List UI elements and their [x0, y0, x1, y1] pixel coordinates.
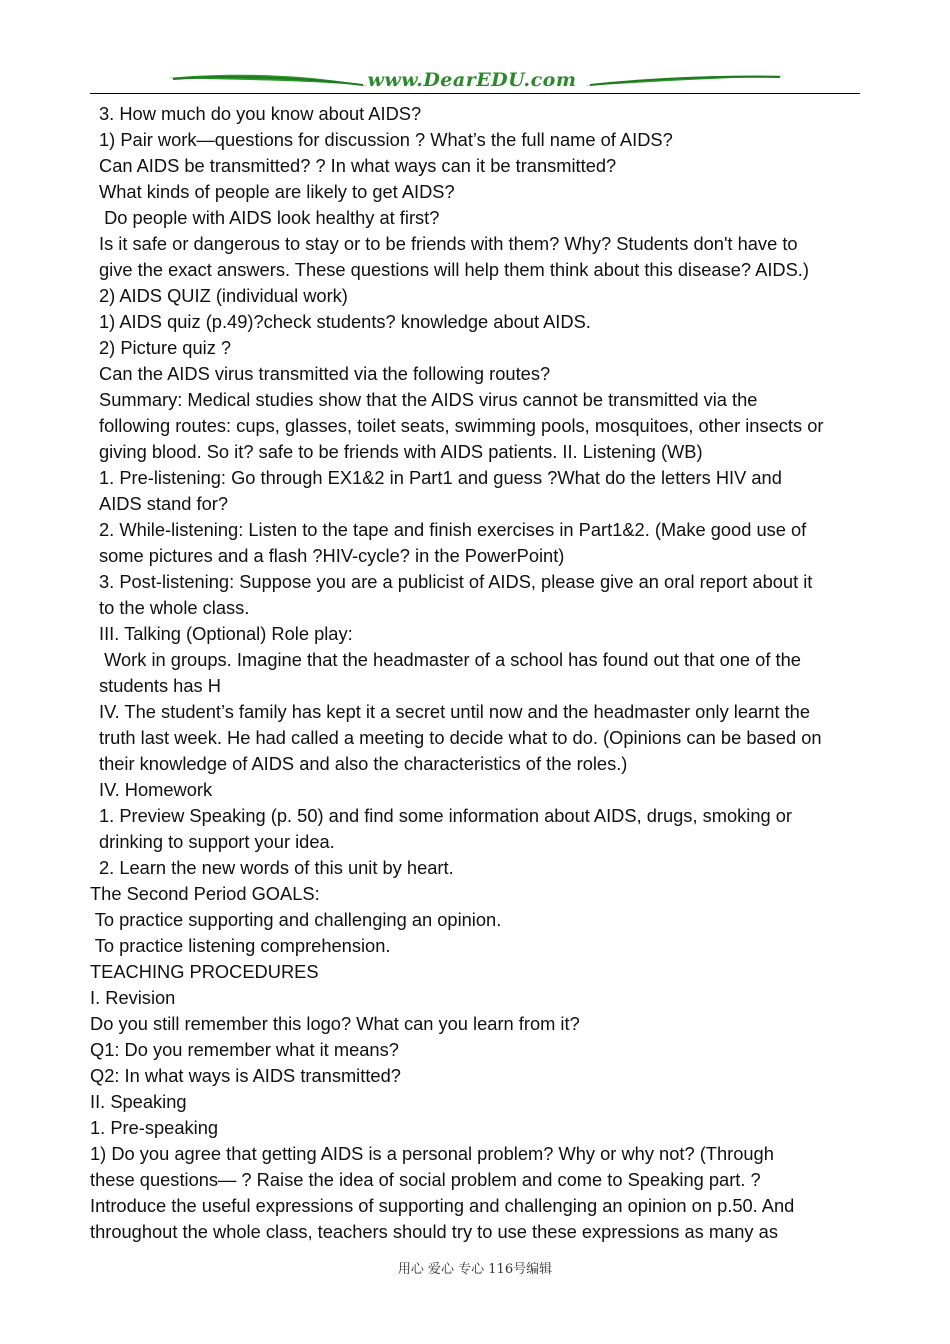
document-body — [90, 101, 870, 1245]
text-line: Work in groups. Imagine that the headmaster of a school has found out that one of the — [99, 649, 801, 670]
text-line: to the whole class. — [99, 597, 250, 618]
text-line: The Second Period GOALS: — [90, 883, 320, 904]
text-line: 1) Pair work—questions for discussion ? What’s the full name of AIDS? — [99, 129, 673, 150]
text-line: Q2: In what ways is AIDS transmitted? — [90, 1065, 401, 1086]
text-line: 1. Preview Speaking (p. 50) and find some information about AIDS, drugs, smoking or — [99, 805, 793, 826]
text-line: II. Speaking — [90, 1091, 187, 1112]
page-header — [90, 66, 860, 96]
text-line: Do people with AIDS look healthy at first? — [99, 207, 440, 228]
text-line: 2) AIDS QUIZ (individual work) — [99, 285, 348, 306]
text-line: truth last week. He had called a meeting to decide what to do. (Opinions can be based on — [99, 727, 822, 748]
text-line: following routes: cups, glasses, toilet seats, swimming pools, mosquitoes, other insects or — [99, 415, 824, 436]
text-line: their knowledge of AIDS and also the characteristics of the roles.) — [99, 753, 628, 774]
text-line: To practice listening comprehension. — [90, 935, 391, 956]
header-rule — [90, 93, 860, 94]
text-line: 2) Picture quiz ? — [99, 337, 232, 358]
text-line: students has H — [99, 675, 221, 696]
text-line: What kinds of people are likely to get AIDS? — [99, 181, 455, 202]
text-line: AIDS stand for? — [99, 493, 229, 514]
text-line: these questions— ? Raise the idea of social problem and come to Speaking part. ? — [90, 1169, 761, 1190]
text-line: 3. Post-listening: Suppose you are a publicist of AIDS, please give an oral report about it — [99, 571, 813, 592]
text-line: 1. Pre-listening: Go through EX1&2 in Part1 and guess ?What do the letters HIV and — [99, 467, 782, 488]
green-swoosh-right-icon — [585, 72, 785, 94]
text-line: Is it safe or dangerous to stay or to be friends with them? Why? Students don't have to — [99, 233, 798, 254]
text-line: Can AIDS be transmitted? ? In what ways can it be transmitted? — [99, 155, 617, 176]
text-line: some pictures and a flash ?HIV-cycle? in the PowerPoint) — [99, 545, 565, 566]
text-line: drinking to support your idea. — [99, 831, 335, 852]
page-footer: 用心 爱心 专心 116号编辑 — [397, 1262, 553, 1277]
text-line: give the exact answers. These questions will help them think about this disease? AIDS.) — [99, 259, 809, 280]
text-line: 2. While-listening: Listen to the tape and finish exercises in Part1&2. (Make good use of — [99, 519, 807, 540]
text-line: throughout the whole class, teachers should try to use these expressions as many as — [90, 1221, 778, 1242]
text-line: TEACHING PROCEDURES — [90, 961, 319, 982]
green-swoosh-left-icon — [168, 72, 368, 94]
text-line: Introduce the useful expressions of supporting and challenging an opinion on p.50. And — [90, 1195, 795, 1216]
site-brand: www.DearEDU.com — [367, 69, 577, 91]
text-line: 3. How much do you know about AIDS? — [99, 103, 422, 124]
text-line: 1. Pre-speaking — [90, 1117, 219, 1138]
text-line: IV. The student’s family has kept it a secret until now and the headmaster only learnt the — [99, 701, 811, 722]
text-line: Can the AIDS virus transmitted via the following routes? — [99, 363, 551, 384]
text-line: 1) Do you agree that getting AIDS is a personal problem? Why or why not? (Through — [90, 1143, 774, 1164]
text-line: I. Revision — [90, 987, 176, 1008]
text-line: III. Talking (Optional) Role play: — [99, 623, 353, 644]
text-line: Summary: Medical studies show that the AIDS virus cannot be transmitted via the — [99, 389, 758, 410]
text-line: To practice supporting and challenging an opinion. — [90, 909, 502, 930]
text-line: Do you still remember this logo? What can you learn from it? — [90, 1013, 580, 1034]
text-line: 2. Learn the new words of this unit by heart. — [99, 857, 454, 878]
text-line: 1) AIDS quiz (p.49)?check students? knowledge about AIDS. — [99, 311, 591, 332]
text-line: giving blood. So it? safe to be friends with AIDS patients. II. Listening (WB) — [99, 441, 703, 462]
text-line: IV. Homework — [99, 779, 213, 800]
text-line: Q1: Do you remember what it means? — [90, 1039, 399, 1060]
